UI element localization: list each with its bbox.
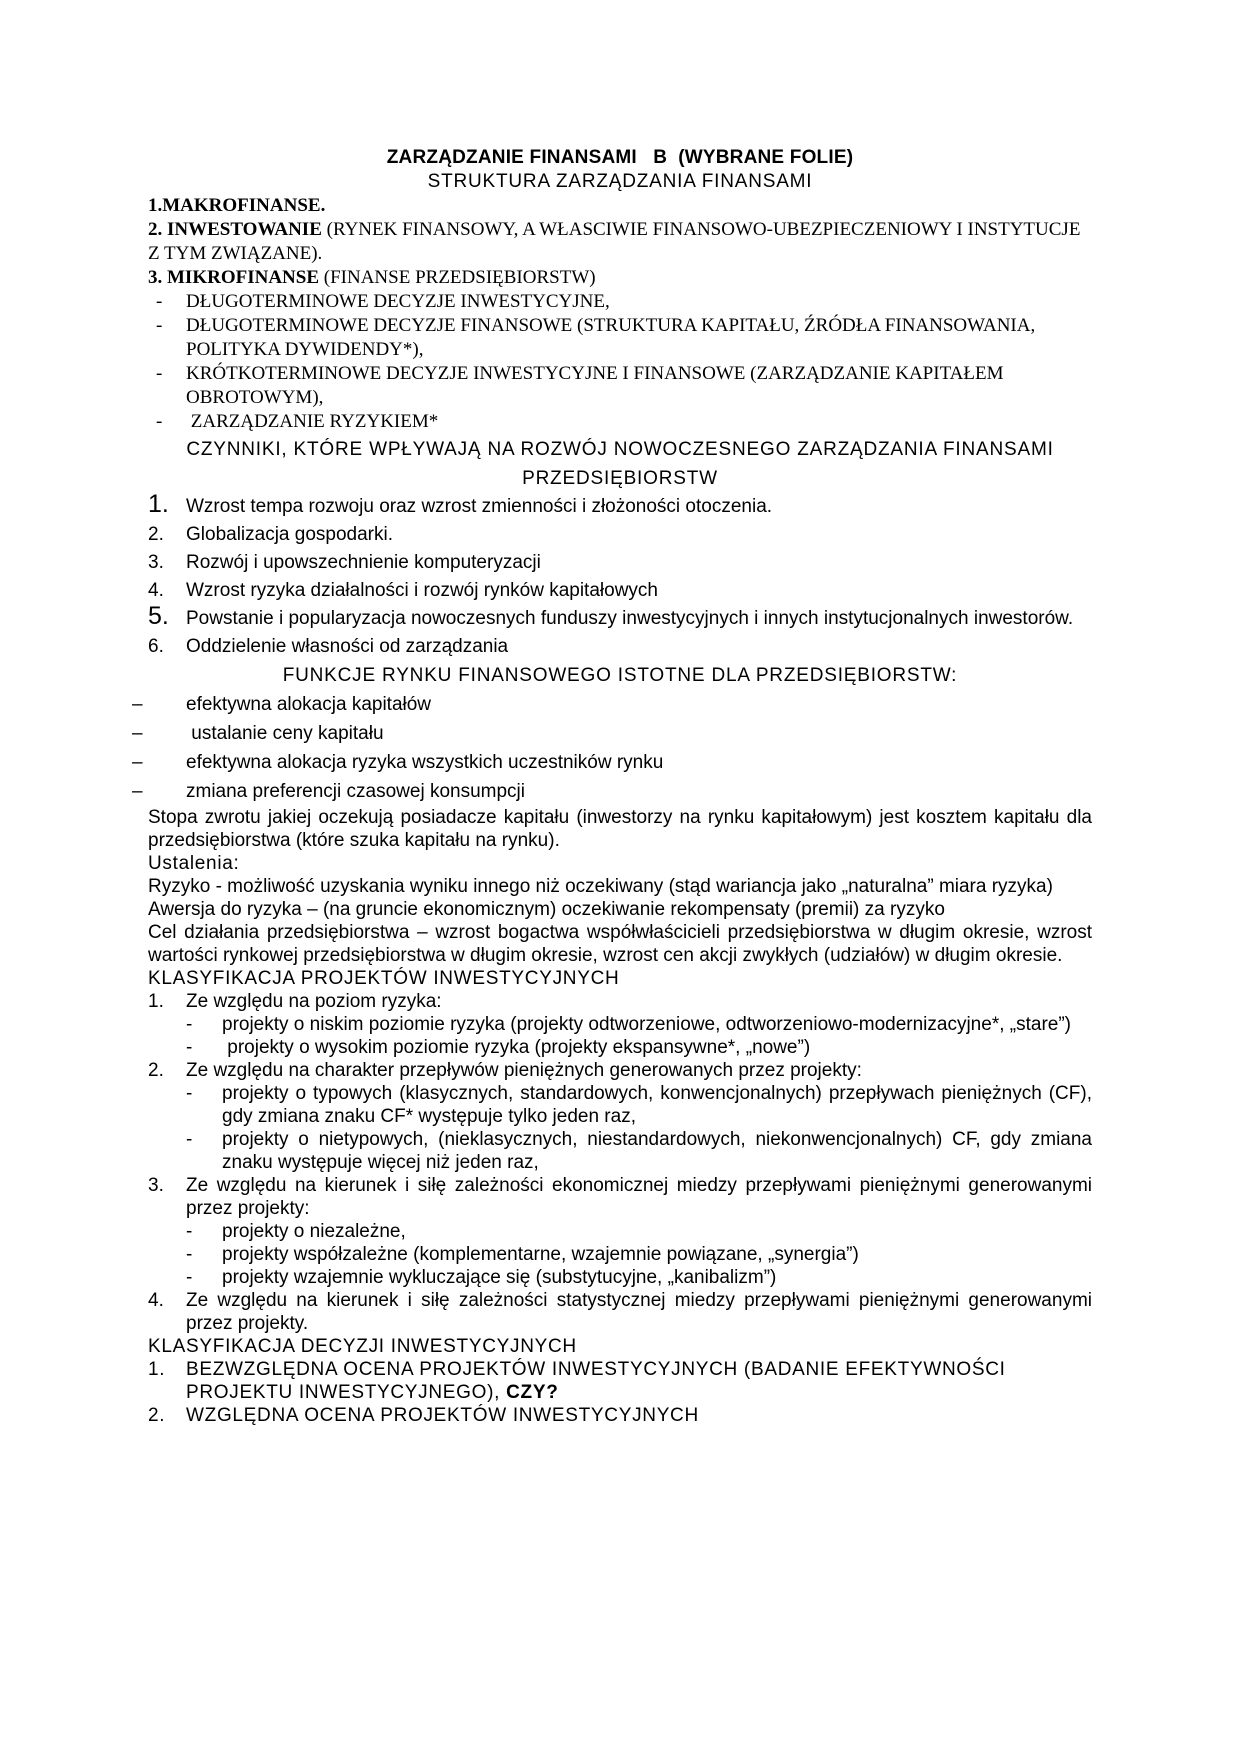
inwestowanie-heading: 2. INWESTOWANIE (RYNEK FINANSOWY, A WŁASCIWIE FINANSOWO-UBEZPIECZENIOWY I INSTYTUCJE Z TYM ZWIĄZANE).	[148, 219, 1081, 264]
decisions-list	[148, 1358, 1092, 1427]
list-item: – efektywna alokacja ryzyka wszystkich uczestników rynku	[132, 752, 664, 773]
factors-list	[148, 490, 1092, 661]
list-item: 4. Ze względu na kierunek i siłę zależności statystycznej miedzy przepływami pieniężnymi generowanymi przez projekty.	[148, 1290, 1092, 1334]
document-title: ZARZĄDZANIE FINANSAMI B (WYBRANE FOLIE)	[386, 147, 854, 168]
list-item: 4. Wzrost ryzyka działalności i rozwój rynków kapitałowych	[148, 580, 658, 601]
sub-list-item: - projekty o typowych (klasycznych, standardowych, konwencjonalnych) przepływach pieniężnych (CF), gdy zmiana znaku CF* występuje tylko jeden raz,	[186, 1083, 1092, 1127]
factors-heading: CZYNNIKI, KTÓRE WPŁYWAJĄ NA ROZWÓJ NOWOCZESNEGO ZARZĄDZANIA FINANSAMI PRZEDSIĘBIORSTW	[186, 439, 1054, 489]
sub-list-item: - projekty współzależne (komplementarne, wzajemnie powiązane, „synergia”)	[186, 1244, 859, 1265]
list-item: 6. Oddzielenie własności od zarządzania	[148, 636, 509, 657]
list-item: - DŁUGOTERMINOWE DECYZJE INWESTYCYJNE,	[156, 291, 610, 312]
sub-list-item: - projekty o niskim poziomie ryzyka (projekty odtworzeniowe, odtworzeniowo-modernizacyjne*, „stare”)	[186, 1014, 1071, 1035]
list-item: 2. WZGLĘDNA OCENA PROJEKTÓW INWESTYCYJNYCH	[148, 1405, 699, 1426]
sub-list-item: - projekty o wysokim poziomie ryzyka (projekty ekspansywne*, „nowe”)	[186, 1037, 811, 1058]
paragraph-stopa: Stopa zwrotu jakiej oczekują posiadacze kapitału (inwestorzy na rynku kapitałowym) jest kosztem kapitału dla przedsiębiorstwa (które szuka kapitału na rynku).	[148, 807, 1092, 851]
list-item: – efektywna alokacja kapitałów	[132, 694, 432, 715]
decisions-heading: KLASYFIKACJA DECYZJI INWESTYCYJNYCH	[148, 1336, 577, 1357]
list-item: - DŁUGOTERMINOWE DECYZJE FINANSOWE (STRUKTURA KAPITAŁU, ŹRÓDŁA FINANSOWANIA, POLITYKA DYWIDENDY*),	[156, 315, 1036, 360]
paragraph-ustalenia: Ustalenia:	[148, 853, 240, 874]
list-item: – zmiana preferencji czasowej konsumpcji	[132, 781, 525, 802]
projects-heading: KLASYFIKACJA PROJEKTÓW INWESTYCYJNYCH	[148, 968, 620, 989]
sub-list-item: - projekty wzajemnie wykluczające się (substytucyjne, „kanibalizm”)	[186, 1267, 777, 1288]
functions-heading: FUNKCJE RYNKU FINANSOWEGO ISTOTNE DLA PRZEDSIĘBIORSTW:	[282, 665, 958, 686]
makrofinanse-heading: 1.MAKROFINANSE.	[148, 195, 326, 216]
paragraph-cel: Cel działania przedsiębiorstwa – wzrost bogactwa współwłaścicieli przedsiębiorstwa w długim okresie, wzrost wartości rynkowej przedsiębiorstwa w długim okresie, wzrost cen akcji zwykłych (udziałów) w długim okresie.	[148, 922, 1092, 966]
document-content	[132, 146, 1092, 1427]
sub-list-item: - projekty o niezależne,	[186, 1221, 406, 1242]
paragraph-awersja: Awersja do ryzyka – (na gruncie ekonomicznym) oczekiwanie rekompensaty (premii) za ryzyko	[148, 899, 945, 920]
structure-section	[148, 194, 1092, 434]
list-item: 5. Powstanie i popularyzacja nowoczesnych funduszy inwestycyjnych i innych instytucjonalnych inwestorów.	[148, 602, 1074, 630]
list-item: - ZARZĄDZANIE RYZYKIEM*	[156, 411, 439, 432]
list-item: 1. Wzrost tempa rozwoju oraz wzrost zmienności i złożoności otoczenia.	[148, 490, 773, 518]
list-item: – ustalanie ceny kapitału	[132, 723, 384, 744]
functions-list	[132, 690, 1092, 806]
paragraph-ryzyko: Ryzyko - możliwość uzyskania wyniku innego niż oczekiwany (stąd wariancja jako „naturalna” miara ryzyka)	[148, 876, 1053, 897]
list-item: 3. Ze względu na kierunek i siłę zależności ekonomicznej miedzy przepływami pieniężnymi generowanymi przez projekty:	[148, 1175, 1092, 1219]
list-item: 3. Rozwój i upowszechnienie komputeryzacji	[148, 552, 541, 573]
list-item: - KRÓTKOTERMINOWE DECYZJE INWESTYCYJNE I FINANSOWE (ZARZĄDZANIE KAPITAŁEM OBROTOWYM),	[156, 363, 1004, 408]
list-item: 1. Ze względu na poziom ryzyka:	[148, 991, 442, 1012]
sub-list-item: - projekty o nietypowych, (nieklasycznych, niestandardowych, niekonwencjonalnych) CF, gdy zmiana znaku występuje więcej niż jeden raz,	[186, 1129, 1092, 1173]
list-item: 2. Ze względu na charakter przepływów pieniężnych generowanych przez projekty:	[148, 1060, 862, 1081]
mikrofinanse-heading: 3. MIKROFINANSE (FINANSE PRZEDSIĘBIORSTW)	[148, 267, 596, 288]
list-item: 1. BEZWZGLĘDNA OCENA PROJEKTÓW INWESTYCYJNYCH (BADANIE EFEKTYWNOŚCI PROJEKTU INWESTYCYJNEGO), CZY?	[148, 1359, 1006, 1403]
document-subtitle: STRUKTURA ZARZĄDZANIA FINANSAMI	[427, 171, 813, 192]
projects-list	[148, 990, 1092, 1335]
list-item: 2. Globalizacja gospodarki.	[148, 524, 394, 545]
